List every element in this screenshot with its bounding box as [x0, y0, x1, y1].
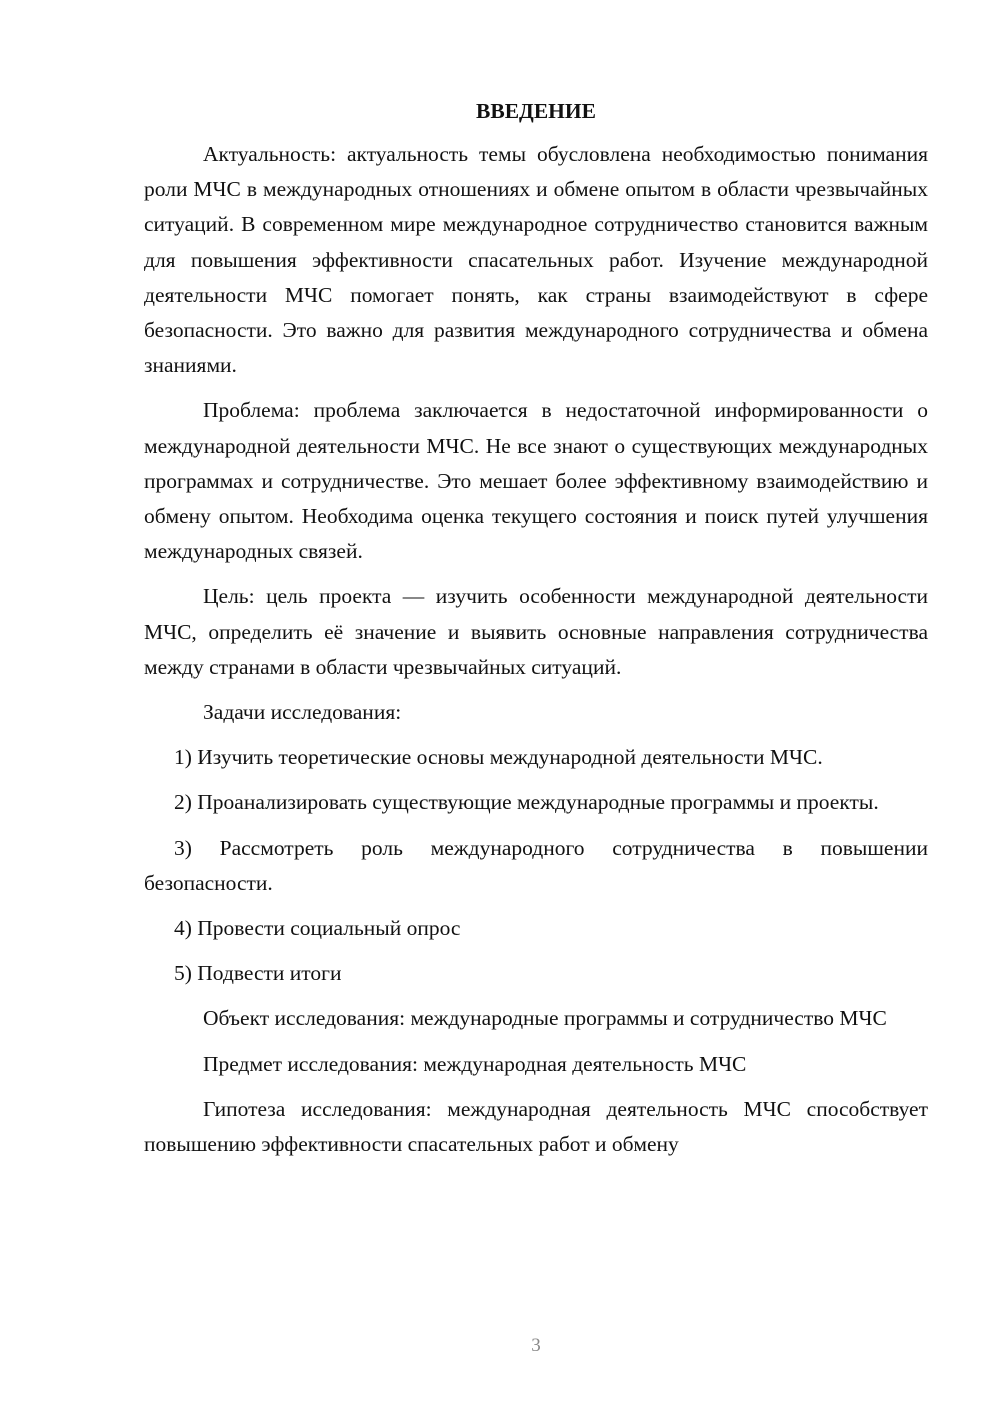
hypothesis-paragraph: Гипотеза исследования: международная деятельность МЧС способствует повышению эффективности спасательных работ и обмену — [144, 1096, 928, 1157]
subject-paragraph: Предмет исследования: международная деятельность МЧС — [203, 1051, 747, 1076]
page-number: 3 — [531, 1335, 541, 1356]
task-item-3: 3) Рассмотреть роль международного сотрудничества в повышении безопасности. — [144, 835, 928, 895]
problem-paragraph: Проблема: проблема заключается в недостаточной информированности о международной деятельности МЧС. Не все знают о существующих международных программах и сотрудничестве. Это мешает более эффективному взаимодействию и обмену опытом. Необходима оценка текущего состояния и поиск путей улучшения международных связей. — [144, 398, 928, 564]
goal-paragraph: Цель: цель проекта — изучить особенности международной деятельности МЧС, определить её значение и выявить основные направления сотрудничества между странами в области чрезвычайных ситуаций. — [144, 584, 928, 679]
section-title: ВВЕДЕНИЕ — [476, 99, 596, 123]
tasks-heading: Задачи исследования: — [203, 700, 402, 725]
task-item-4: 4) Провести социальный опрос — [174, 916, 461, 941]
tasks-list — [144, 740, 928, 991]
document-page — [144, 96, 928, 1172]
relevance-paragraph: Актуальность: актуальность темы обусловлена необходимостью понимания роли МЧС в международных отношениях и обмене опытом в области чрезвычайных ситуаций. В современном мире международное сотрудничество становится важным для повышения эффективности спасательных работ. Изучение международной деятельности МЧС помогает понять, как страны взаимодействуют в сфере безопасности. Это важно для развития международного сотрудничества и обмена знаниями. — [144, 142, 928, 378]
task-item-5: 5) Подвести итоги — [174, 961, 342, 986]
object-paragraph: Объект исследования: международные программы и сотрудничество МЧС — [203, 1006, 887, 1031]
task-item-2: 2) Проанализировать существующие международные программы и проекты. — [174, 790, 879, 815]
task-item-1: 1) Изучить теоретические основы международной деятельности МЧС. — [174, 745, 823, 770]
